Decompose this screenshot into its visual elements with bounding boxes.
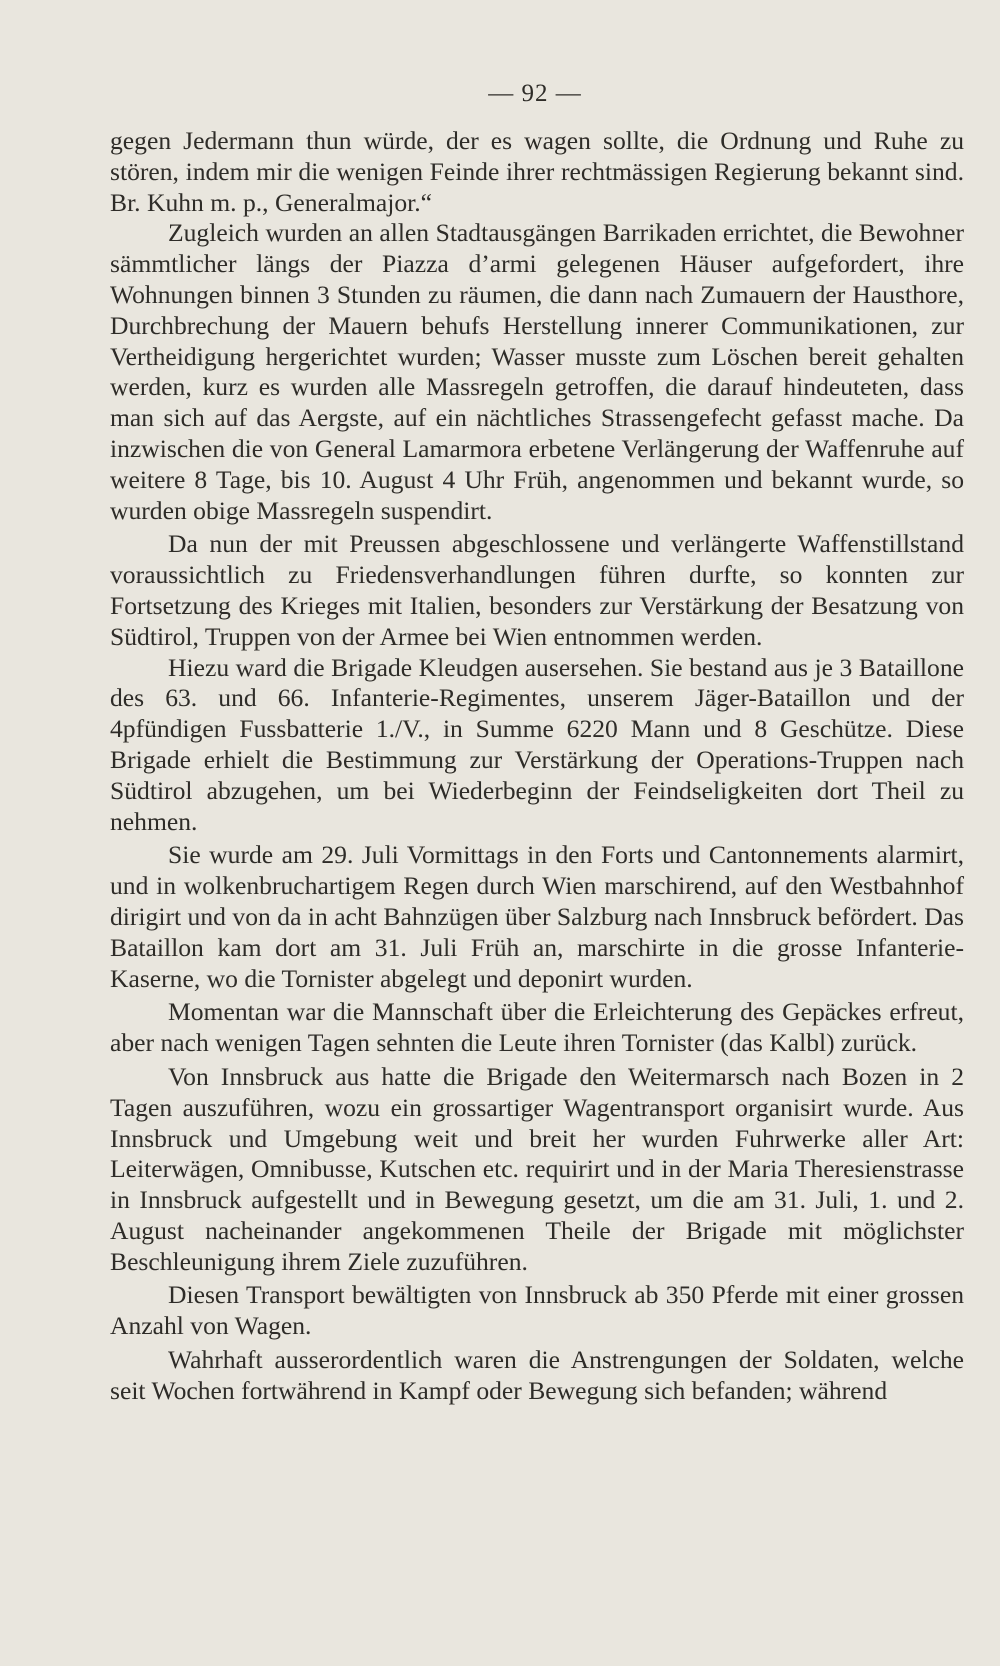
paragraph: Sie wurde am 29. Juli Vormittags in den Forts und Cantonnements alarmirt, und in wolkenbruchartigem Regen durch Wien marschirend, auf den Westbahnhof dirigirt und von da in acht Bahnzügen über Salzburg nach Innsbruck befördert. Das Bataillon kam dort am 31. Juli Früh an, marschirte in die grosse Infanterie-Kaserne, wo die Tornister abgelegt und deponirt wurden. bbox=[110, 840, 964, 993]
paragraph: Hiezu ward die Brigade Kleudgen ausersehen. Sie bestand aus je 3 Bataillone des 63. und 66. Infanterie-Regimentes, unserem Jäger-Bataillon und der 4pfündigen Fussbatterie 1./V., in Summe 6220 Mann und 8 Geschütze. Diese Brigade erhielt die Bestimmung zur Verstärkung der Operations-Truppen nach Südtirol abzugehen, um bei Wiederbeginn der Feindseligkeiten dort Theil zu nehmen. bbox=[110, 652, 964, 836]
paragraph: Da nun der mit Preussen abgeschlossene und verlängerte Waffenstillstand voraussichtlich zu Friedensverhandlungen führen durfte, so konnten zur Fortsetzung des Krieges mit Italien, besonders zur Verstärkung der Besatzung von Südtirol, Truppen von der Armee bei Wien entnommen werden. bbox=[110, 529, 964, 651]
paragraph: Momentan war die Mannschaft über die Erleichterung des Gepäckes erfreut, aber nach wenigen Tagen sehnten die Leute ihren Tornister (das Kalbl) zurück. bbox=[110, 997, 964, 1058]
paragraph: Diesen Transport bewältigten von Innsbruck ab 350 Pferde mit einer grossen Anzahl von Wagen. bbox=[110, 1280, 964, 1341]
paragraph: Von Innsbruck aus hatte die Brigade den Weitermarsch nach Bozen in 2 Tagen auszuführen, wozu ein grossartiger Wagentransport organisirt wurde. Aus Innsbruck und Umgebung weit und breit her wurden Fuhrwerke aller Art: Leiterwägen, Omnibusse, Kutschen etc. requirirt und in der Maria Theresienstrasse in Innsbruck aufgestellt und in Bewegung gesetzt, um die am 31. Juli, 1. und 2. August nacheinander angekommenen Theile der Brigade mit möglichster Beschleunigung ihrem Ziele zuzuführen. bbox=[110, 1061, 964, 1276]
page-number: — 92 — bbox=[488, 80, 582, 107]
body-text bbox=[110, 126, 964, 1407]
paragraph: gegen Jedermann thun würde, der es wagen sollte, die Ordnung und Ruhe zu stören, indem mir die wenigen Feinde ihrer rechtmässigen Regierung bekannt sind. Br. Kuhn m. p., Generalmajor.“ bbox=[110, 126, 964, 217]
paragraph: Wahrhaft ausserordentlich waren die Anstrengungen der Soldaten, welche seit Wochen fortwährend in Kampf oder Bewegung sich befanden; während bbox=[110, 1345, 964, 1405]
paragraph: Zugleich wurden an allen Stadtausgängen Barrikaden errichtet, die Bewohner sämmtlicher längs der Piazza d’armi gelegenen Häuser aufgefordert, ihre Wohnungen binnen 3 Stunden zu räumen, die dann nach Zumauern der Hausthore, Durchbrechung der Mauern behufs Herstellung innerer Communikationen, zur Vertheidigung hergerichtet wurden; Wasser musste zum Löschen bereit gehalten werden, kurz es wurden alle Massregeln getroffen, die darauf hindeuteten, dass man sich auf das Aergste, auf ein nächtliches Strassengefecht gefasst mache. Da inzwischen die von General Lamarmora erbetene Verlängerung der Waffenruhe auf weitere 8 Tage, bis 10. August 4 Uhr Früh, angenommen und bekannt wurde, so wurden obige Massregeln suspendirt. bbox=[110, 218, 964, 525]
